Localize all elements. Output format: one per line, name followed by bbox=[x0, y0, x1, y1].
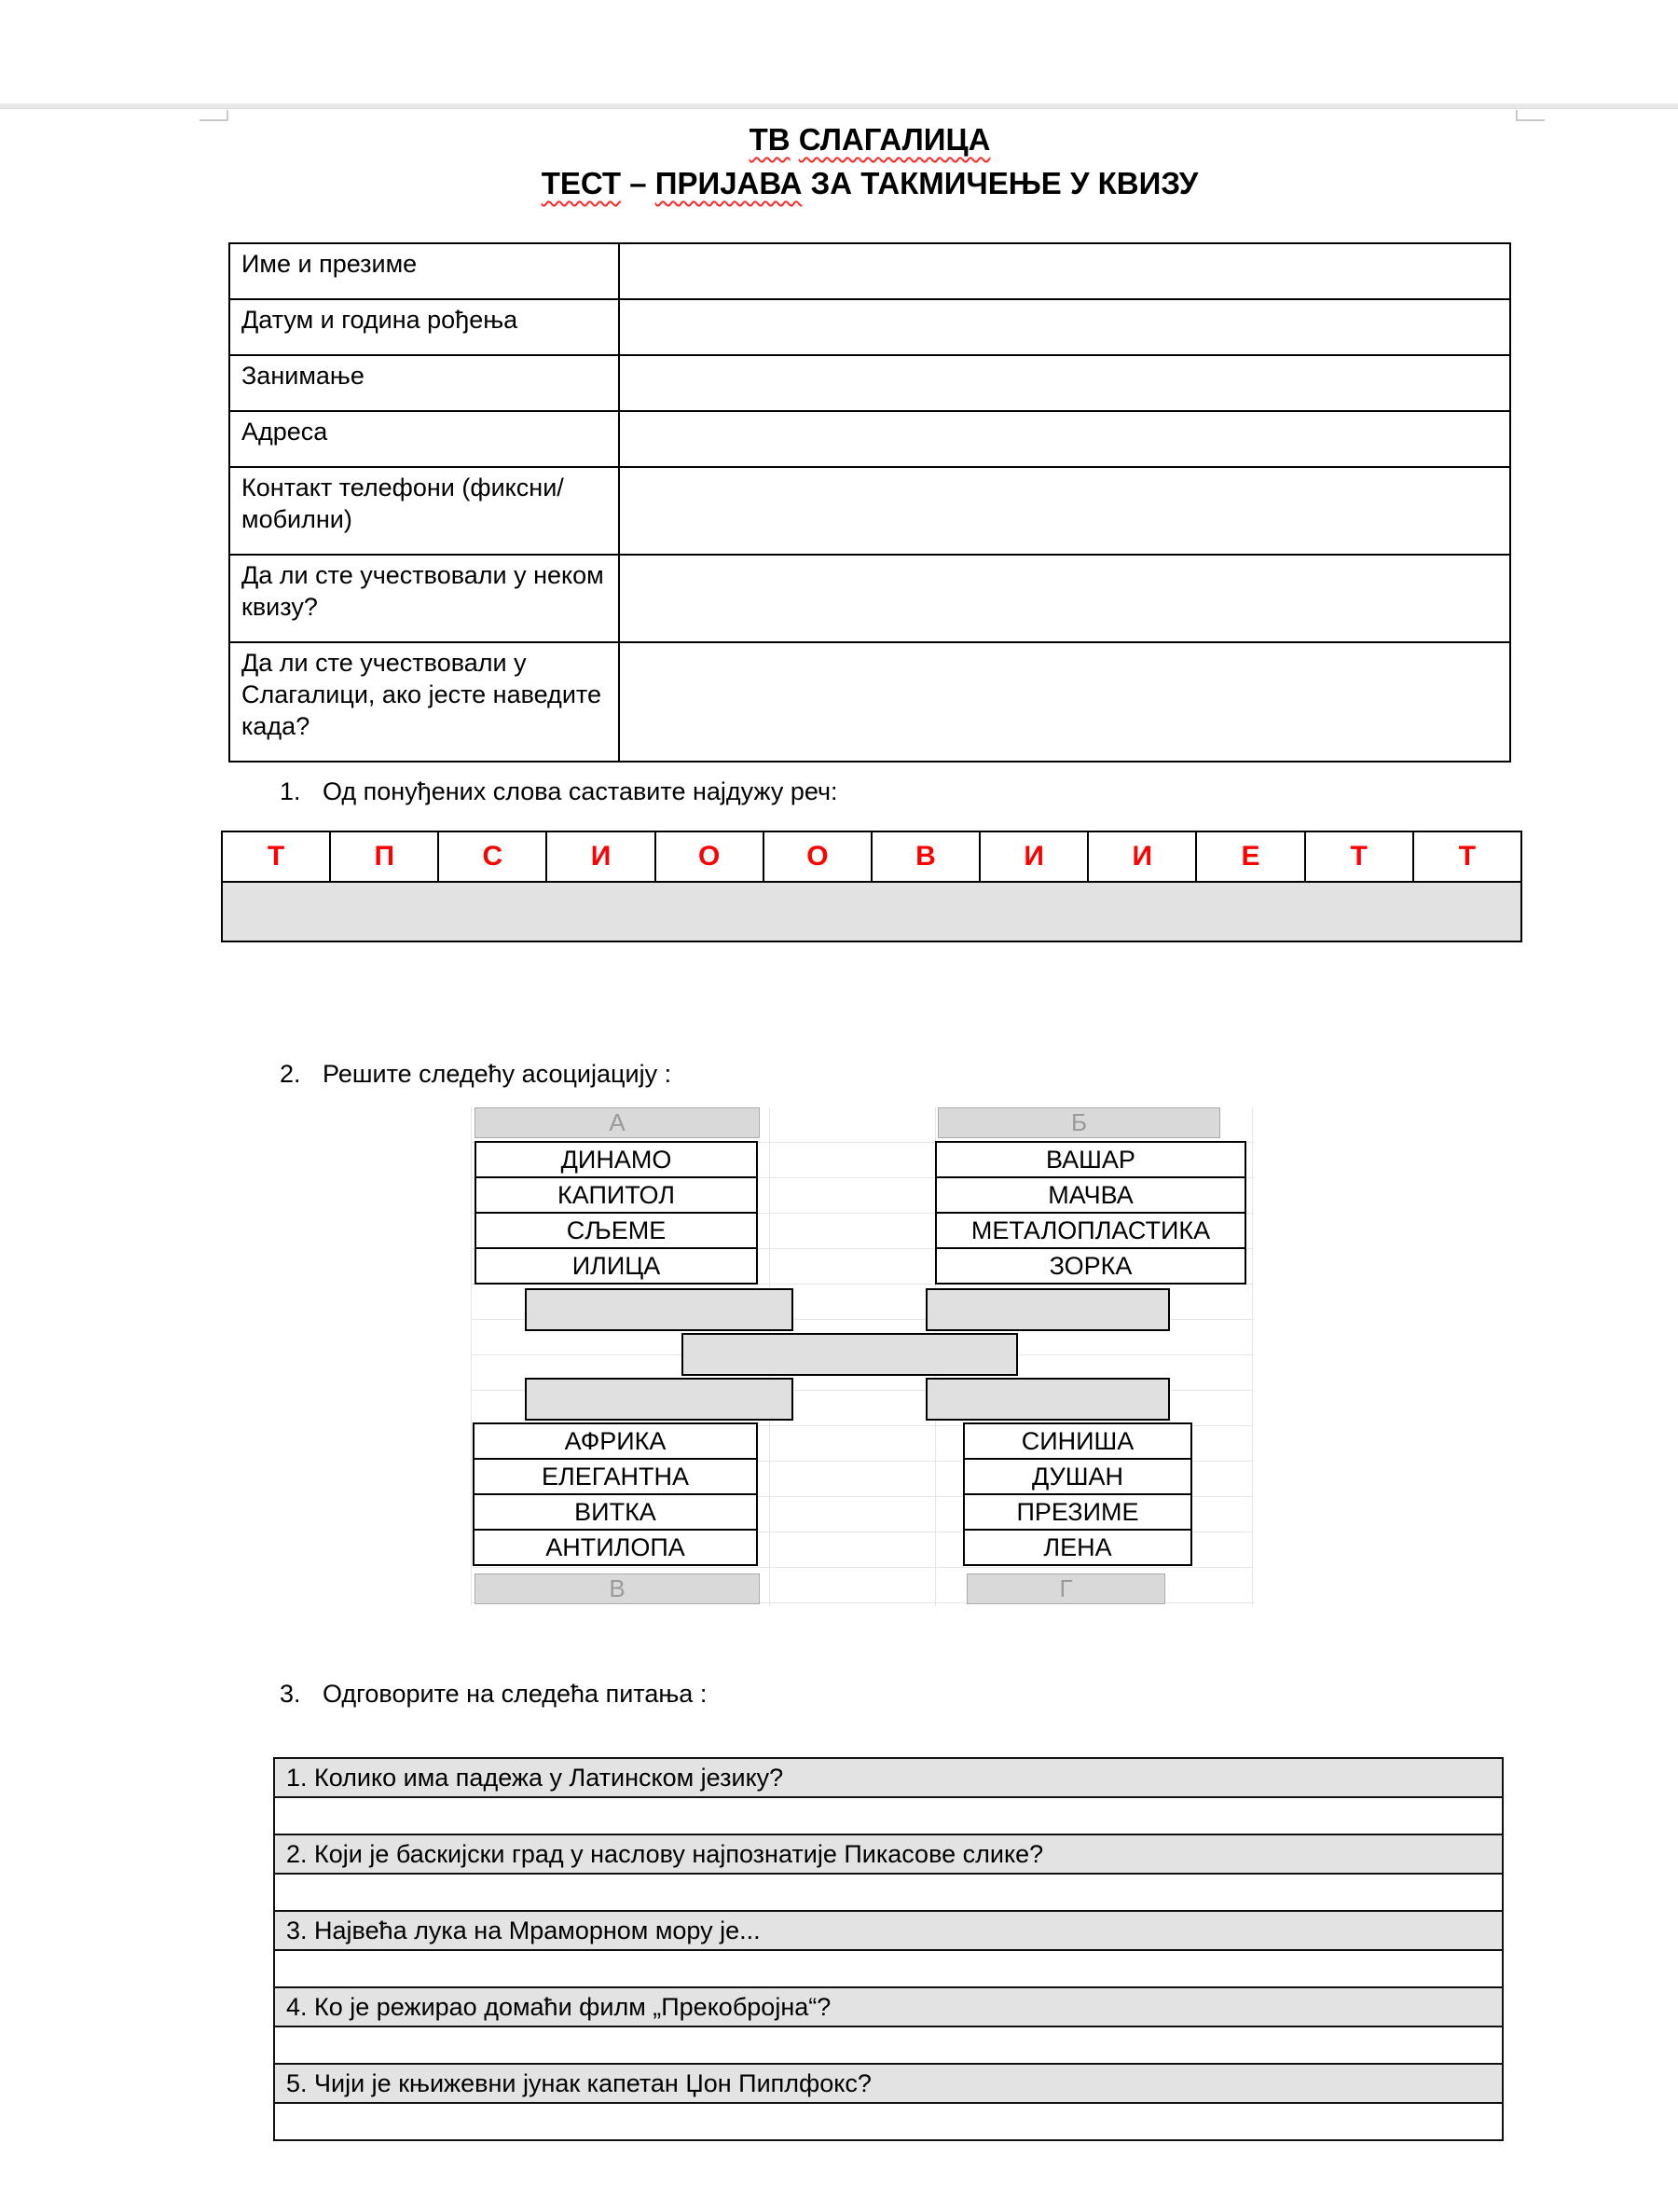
association-gridline bbox=[1252, 1107, 1253, 1606]
question-text: 1. Колико има падежа у Латинском језику? bbox=[274, 1758, 1503, 1797]
association-word: ПРЕЗИМЕ bbox=[965, 1493, 1190, 1529]
form-value-cell[interactable] bbox=[619, 355, 1510, 411]
association-column-b bbox=[935, 1141, 1246, 1285]
word-answer-cell[interactable] bbox=[222, 882, 1521, 941]
question-text: 2. Који је баскијски град у наслову најпознатије Пикасове слике? bbox=[274, 1834, 1503, 1874]
answer-box-column-b[interactable] bbox=[926, 1288, 1170, 1331]
letter-cell: И bbox=[546, 831, 654, 882]
form-value-cell[interactable] bbox=[619, 411, 1510, 467]
title-line-2 bbox=[228, 161, 1511, 205]
letter-cell: Т bbox=[222, 831, 330, 882]
registration-form-table bbox=[228, 242, 1511, 763]
form-row bbox=[229, 555, 1510, 642]
question-row bbox=[274, 1911, 1503, 1950]
word-answer-row bbox=[222, 882, 1521, 941]
letter-cell: О bbox=[655, 831, 763, 882]
association-gridline bbox=[471, 1107, 472, 1606]
association-word: ВИТКА bbox=[475, 1493, 756, 1529]
task2-prompt bbox=[280, 1058, 671, 1090]
letter-cell: В bbox=[872, 831, 980, 882]
association-column-g bbox=[963, 1422, 1192, 1566]
form-value-cell[interactable] bbox=[619, 555, 1510, 642]
answer-cell[interactable] bbox=[274, 1797, 1503, 1834]
form-value-cell[interactable] bbox=[619, 243, 1510, 299]
association-word: СИНИША bbox=[965, 1424, 1190, 1458]
association-word: ЕЛЕГАНТНА bbox=[475, 1458, 756, 1493]
association-word: АНТИЛОПА bbox=[475, 1529, 756, 1564]
document-title bbox=[228, 117, 1511, 205]
answer-cell[interactable] bbox=[274, 1950, 1503, 1987]
form-label: Контакт телефони (фиксни/мобилни) bbox=[229, 467, 619, 555]
task3-prompt bbox=[280, 1678, 707, 1710]
association-word: ДИНАМО bbox=[476, 1143, 756, 1176]
association-word: ДУШАН bbox=[965, 1458, 1190, 1493]
association-header-a: А bbox=[475, 1107, 760, 1138]
answer-row bbox=[274, 1950, 1503, 1987]
form-label: Да ли сте учествовали у Слагалици, ако јесте наведите када? bbox=[229, 642, 619, 762]
letter-cell: П bbox=[330, 831, 438, 882]
form-row bbox=[229, 411, 1510, 467]
answer-box-column-g[interactable] bbox=[926, 1378, 1170, 1421]
association-word: СЉЕМЕ bbox=[476, 1212, 756, 1247]
title-word: ТВ bbox=[749, 122, 791, 157]
title-line-1 bbox=[228, 117, 1511, 161]
association-word: МАЧВА bbox=[937, 1176, 1245, 1212]
task2-number: 2. bbox=[280, 1060, 301, 1088]
question-row bbox=[274, 2064, 1503, 2103]
form-label: Занимање bbox=[229, 355, 619, 411]
page-break-line bbox=[0, 103, 1678, 109]
answer-box-column-v[interactable] bbox=[525, 1378, 793, 1421]
association-word: ЗОРКА bbox=[937, 1247, 1245, 1283]
form-row bbox=[229, 467, 1510, 555]
title-word: ТЕСТ bbox=[541, 166, 622, 200]
answer-row bbox=[274, 2103, 1503, 2140]
task1-number: 1. bbox=[280, 777, 301, 805]
question-text: 5. Чији је књижевни јунак капетан Џон Пиплфокс? bbox=[274, 2064, 1503, 2103]
form-label: Име и презиме bbox=[229, 243, 619, 299]
answer-cell[interactable] bbox=[274, 1874, 1503, 1911]
task1-text: Од понуђених слова саставите најдужу реч: bbox=[323, 777, 838, 805]
letter-cell: О bbox=[763, 831, 872, 882]
question-row bbox=[274, 1758, 1503, 1797]
question-text: 3. Највећа лука на Мраморном мору је... bbox=[274, 1911, 1503, 1950]
answer-row bbox=[274, 2027, 1503, 2064]
questions-table bbox=[273, 1757, 1504, 2141]
association-word: АФРИКА bbox=[475, 1424, 756, 1458]
association-word: МЕТАЛОПЛАСТИКА bbox=[937, 1212, 1245, 1247]
association-word: ИЛИЦА bbox=[476, 1247, 756, 1283]
answer-box-column-a[interactable] bbox=[525, 1288, 793, 1331]
margin-corner-mark-right bbox=[1516, 110, 1545, 121]
letter-cell: И bbox=[1088, 831, 1196, 882]
association-puzzle bbox=[471, 1107, 1254, 1606]
form-row bbox=[229, 299, 1510, 355]
form-value-cell[interactable] bbox=[619, 467, 1510, 555]
association-header-b: Б bbox=[938, 1107, 1220, 1138]
form-row bbox=[229, 642, 1510, 762]
answer-box-final-solution[interactable] bbox=[681, 1333, 1018, 1376]
association-word: ЛЕНА bbox=[965, 1529, 1190, 1564]
letter-cell: И bbox=[980, 831, 1088, 882]
title-word: ЗА ТАКМИЧЕЊЕ У КВИЗУ bbox=[810, 166, 1199, 200]
form-label: Да ли сте учествовали у неком квизу? bbox=[229, 555, 619, 642]
association-header-v: В bbox=[475, 1573, 760, 1604]
answer-row bbox=[274, 1874, 1503, 1911]
association-word: КАПИТОЛ bbox=[476, 1176, 756, 1212]
answer-cell[interactable] bbox=[274, 2027, 1503, 2064]
letter-row bbox=[222, 831, 1521, 882]
margin-corner-mark-left bbox=[199, 110, 228, 121]
form-row bbox=[229, 243, 1510, 299]
form-value-cell[interactable] bbox=[619, 642, 1510, 762]
answer-cell[interactable] bbox=[274, 2103, 1503, 2140]
letter-cell: Е bbox=[1196, 831, 1304, 882]
association-column-v bbox=[473, 1422, 758, 1566]
letter-cell: С bbox=[438, 831, 546, 882]
letter-grid bbox=[221, 831, 1522, 942]
form-value-cell[interactable] bbox=[619, 299, 1510, 355]
question-row bbox=[274, 1987, 1503, 2027]
title-word: СЛАГАЛИЦА bbox=[798, 122, 991, 157]
association-word: ВАШАР bbox=[937, 1143, 1245, 1176]
question-row bbox=[274, 1834, 1503, 1874]
task2-text: Решите следећу асоцијацију : bbox=[323, 1060, 672, 1088]
form-row bbox=[229, 355, 1510, 411]
association-header-g: Г bbox=[967, 1573, 1165, 1604]
letter-cell: Т bbox=[1305, 831, 1413, 882]
title-word: ПРИЈАВА bbox=[654, 166, 803, 200]
title-dash: – bbox=[629, 166, 647, 200]
form-label: Адреса bbox=[229, 411, 619, 467]
association-column-a bbox=[475, 1141, 758, 1285]
form-label: Датум и година рођења bbox=[229, 299, 619, 355]
task3-text: Одговорите на следећа питања : bbox=[323, 1680, 708, 1708]
question-text: 4. Ко је режирао домаћи филм „Прекобројна“? bbox=[274, 1987, 1503, 2027]
answer-row bbox=[274, 1797, 1503, 1834]
task3-number: 3. bbox=[280, 1680, 301, 1708]
letter-cell: Т bbox=[1413, 831, 1521, 882]
task1-prompt bbox=[280, 776, 838, 807]
